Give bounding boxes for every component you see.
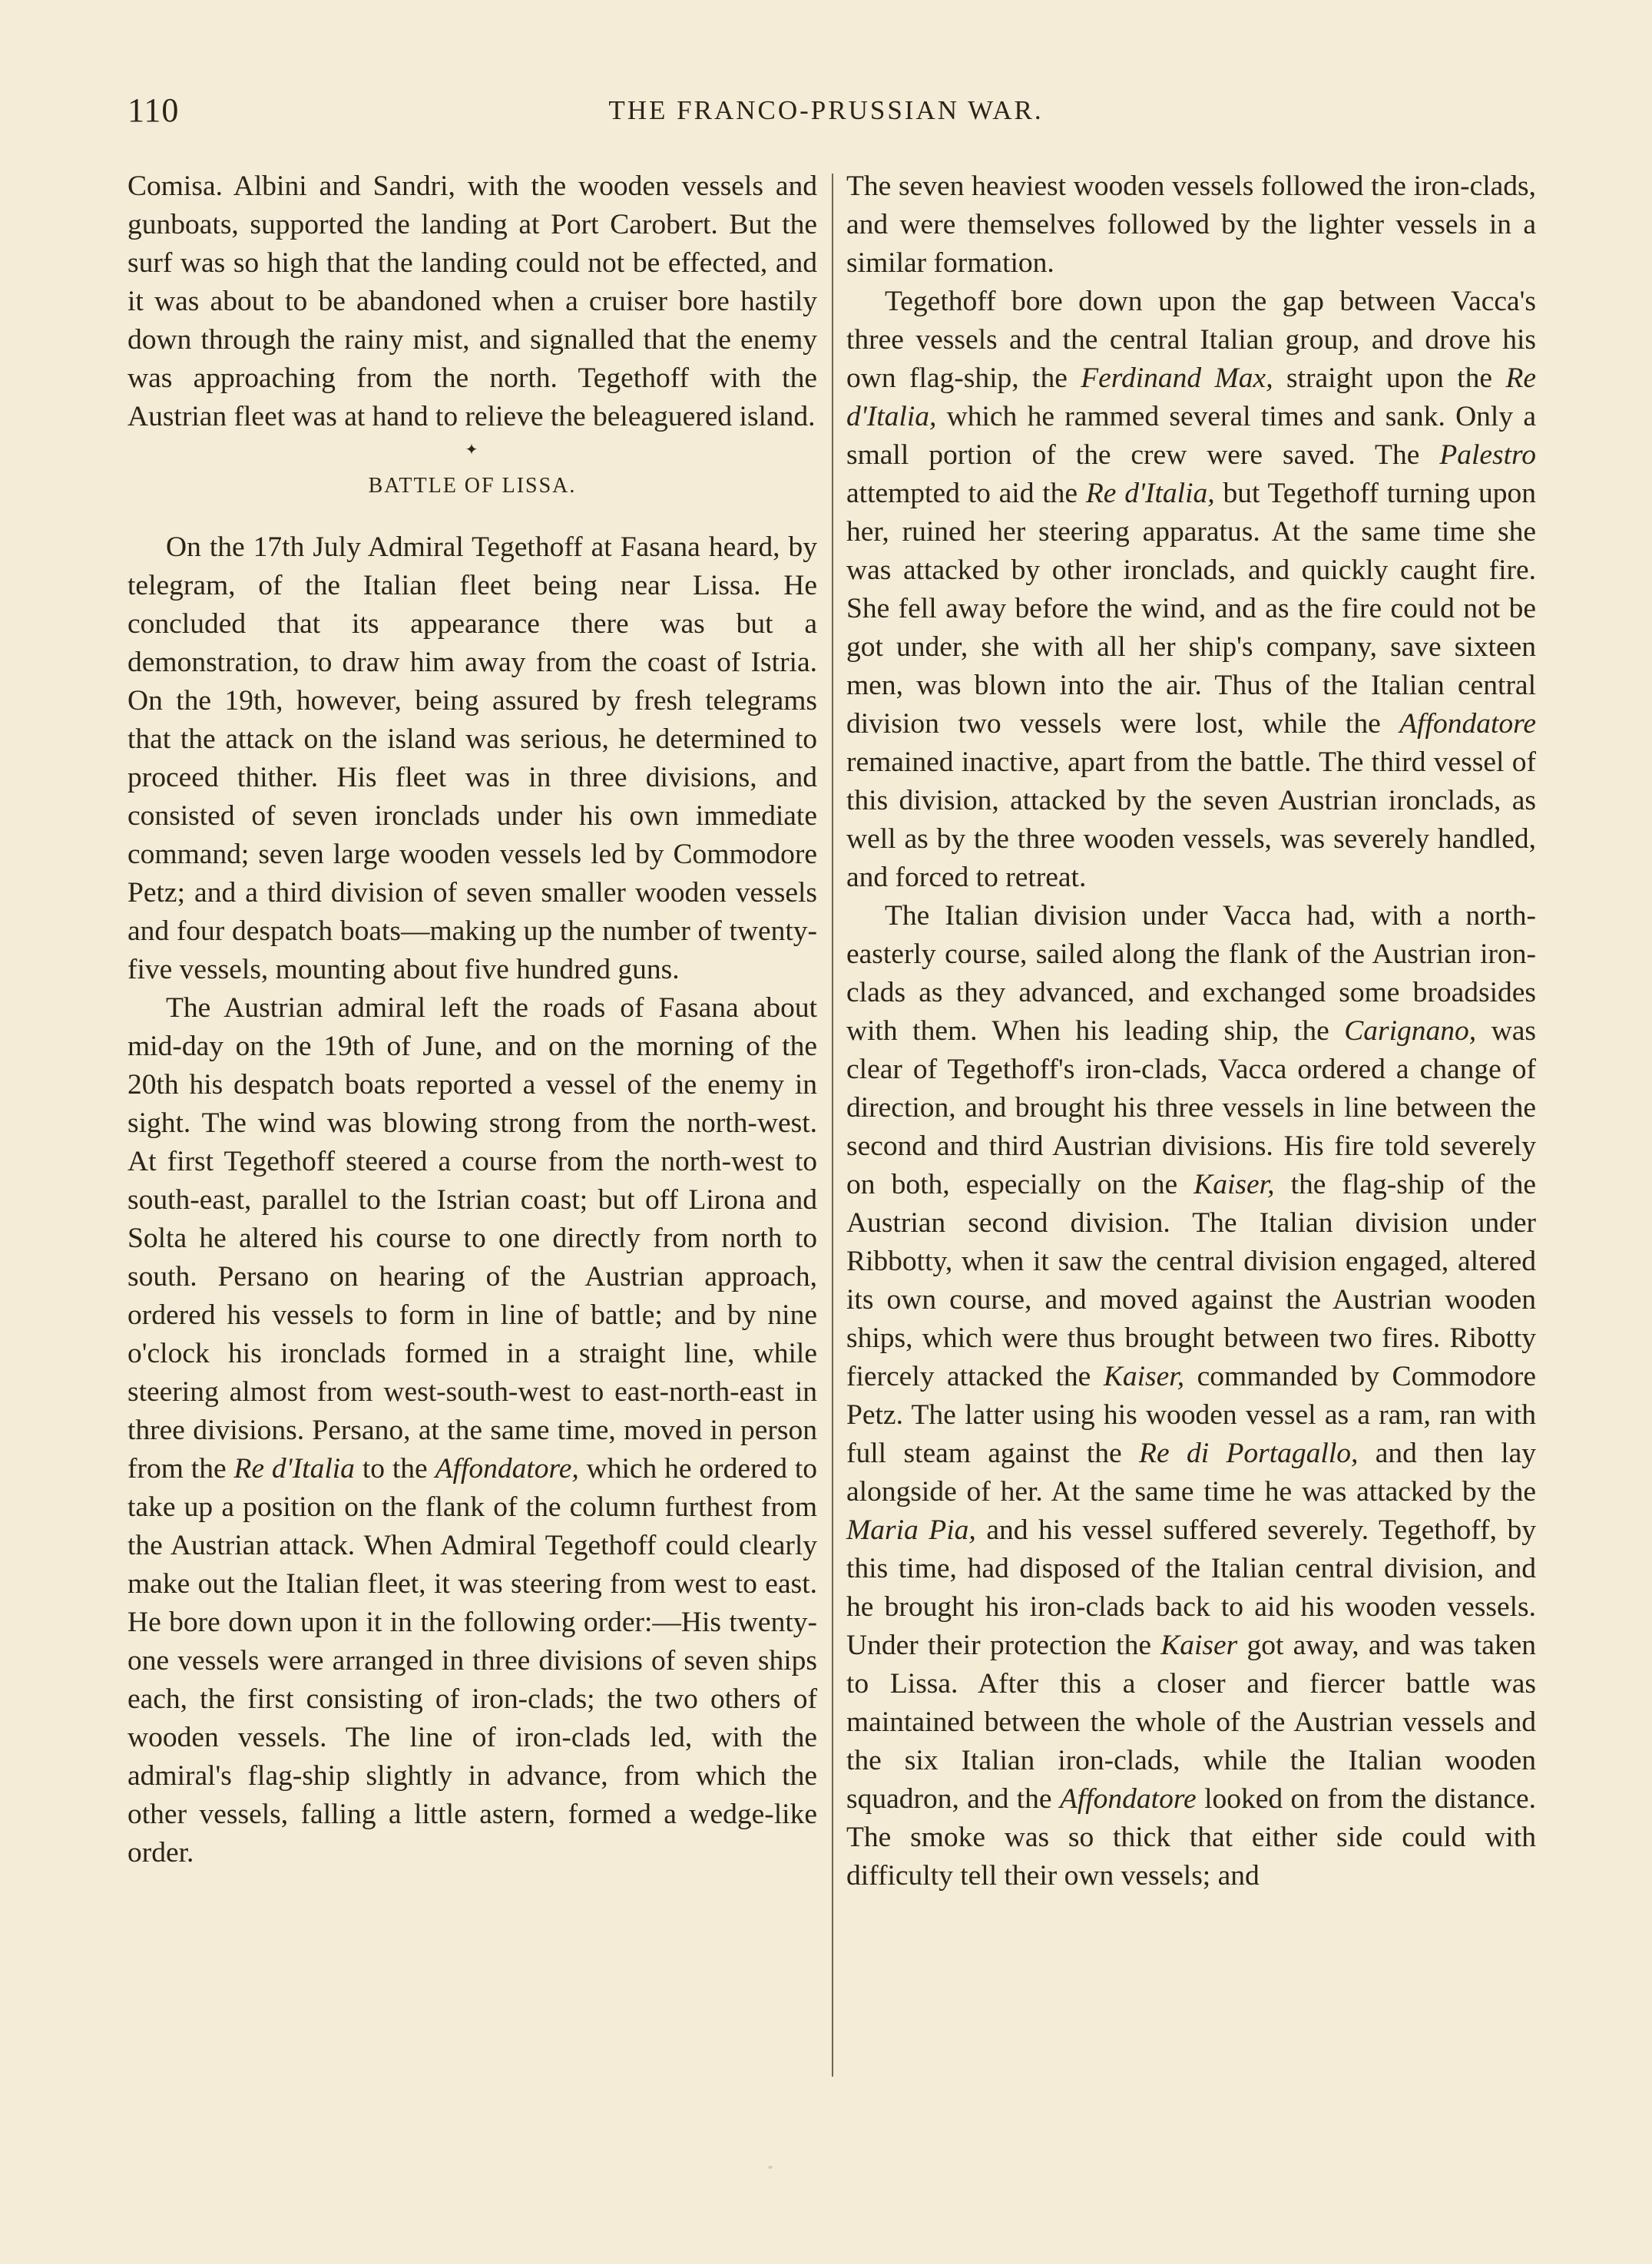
paragraph: The Italian division under Vacca had, with a north-easterly course, sailed along the flank of the Austrian iron-clads as they advanced, and exchanged some broadsides with them. When his leading ship, the Carignano, was clear of Tegethoff's iron-clads, Vacca ordered a change of direction, and brought his three vessels in line between the second and third Austrian divisions. His fire told severely on both, especially on the Kaiser, the flag-ship of the Austrian second division. The Italian division under Ribbotty, when it saw the central division engaged, altered its own course, and moved against the Austrian wooden ships, which were thus brought between two fires. Ribotty fiercely attacked the Kaiser, commanded by Commodore Petz. The latter using his wooden vessel as a ram, ran with full steam against the Re di Portagallo, and then lay alongside of her. At the same time he was attacked by the Maria Pia, and his vessel suffered severely. Tegethoff, by this time, had disposed of the Italian central division, and he brought his iron-clads back to aid his wooden vessels. Under their protection the Kaiser got away, and was taken to Lissa. After this a closer and fiercer battle was maintained between the whole of the Austrian vessels and the six Italian iron-clads, while the Italian wooden squadron, and the Affondatore looked on from the distance. The smoke was so thick that either side could with difficulty tell their own vessels; and <box>846 900 1537 1892</box>
ship-name: Affondatore, <box>435 1453 579 1485</box>
paragraph: The seven heaviest wooden vessels followed the iron-clads, and were themselves followed by the lighter vessels in a similar formation. <box>846 170 1536 279</box>
page-header <box>0 91 1652 137</box>
ship-name: Re d'Italia, <box>1085 478 1215 509</box>
ornament-icon: ✦ <box>465 442 480 458</box>
paragraph: On the 17th July Admiral Tegethoff at Fasana heard, by telegram, of the Italian fleet being near Lissa. He concluded that its appearance there was but a demonstration, to draw him away from the coast of Istria. On the 19th, however, being assured by fresh telegrams that the attack on the island was serious, he determined to proceed thither. His fleet was in three divisions, and consisted of seven ironclads under his own immediate command; seven large wooden vessels led by Commodore Petz; and a third division of seven smaller wooden vessels and four despatch boats—making up the number of twenty-five vessels, mounting about five hundred guns. <box>127 531 817 985</box>
ship-name: Kaiser, <box>1193 1169 1275 1200</box>
ship-name: Re d'Italia <box>233 1453 355 1485</box>
section-title: BATTLE OF LISSA. <box>368 474 577 498</box>
left-column <box>127 167 817 1872</box>
ship-name: Maria Pia, <box>846 1514 976 1546</box>
paper-speck <box>768 2166 773 2169</box>
ship-name: Kaiser <box>1160 1630 1238 1661</box>
ship-name: Re d'Italia, <box>846 362 1536 432</box>
paragraph: The Austrian admiral left the roads of Fasana about mid-day on the 19th of June, and on the morning of the 20th his despatch boats reported a vessel of the enemy in sight. The wind was blowing strong from the north-west. At first Tegethoff steered a course from the north-west to south-east, parallel to the Istrian coast; but off Lirona and Solta he altered his course to one directly from north to south. Persano on hearing of the Austrian approach, ordered his vessels to form in line of battle; and by nine o'clock his ironclads formed in a straight line, while steering almost from west-south-west to east-north-east in three divisions. Persano, at the same time, moved in person from the Re d'Italia to the Affondatore, which he ordered to take up a position on the flank of the column furthest from the Austrian attack. When Admiral Tegethoff could clearly make out the Italian fleet, it was steering from west to east. He bore down upon it in the following order:—His twenty-one vessels were arranged in three divisions of seven ships each, the first consisting of iron-clads; the two others of wooden vessels. The line of iron-clads led, with the admiral's flag-ship slightly in advance, from which the other vessels, falling a little astern, formed a wedge-like order. <box>127 992 817 1868</box>
ship-name: Affondatore <box>1399 708 1536 740</box>
ship-name: Palestro <box>1439 439 1537 471</box>
paragraph: Tegethoff bore down upon the gap between Vacca's three vessels and the central Italian group, and drove his own flag-ship, the Ferdinand Max, straight upon the Re d'Italia, which he rammed several times and sank. Only a small portion of the crew were saved. The Palestro attempted to aid the Re d'Italia, but Tegethoff turning upon her, ruined her steering apparatus. At the same time she was attacked by other ironclads, and quickly caught fire. She fell away before the wind, and as the fire could not be got under, she with all her ship's company, save sixteen men, was blown into the air. Thus of the Italian central division two vessels were lost, while the Affondatore remained inactive, apart from the battle. The third vessel of this division, attacked by the seven Austrian ironclads, as well as by the three wooden vessels, was severely handled, and forced to retreat. <box>846 286 1537 893</box>
ship-name: Carignano, <box>1344 1015 1477 1047</box>
ship-name: Re di Portagallo, <box>1139 1438 1359 1469</box>
section-heading <box>127 442 817 505</box>
page-number: 110 <box>127 91 180 129</box>
ship-name: Kaiser, <box>1103 1361 1185 1392</box>
right-column <box>846 167 1536 1895</box>
column-divider <box>832 174 833 2077</box>
running-title: THE FRANCO-PRUSSIAN WAR. <box>608 95 1044 125</box>
paragraph: Comisa. Albini and Sandri, with the wooden vessels and gunboats, supported the landing at Port Carobert. But the surf was so high that the landing could not be effected, and it was about to be abandoned when a cruiser bore hastily down through the rainy mist, and signalled that the enemy was approaching from the north. Tegethoff with the Austrian fleet was at hand to relieve the beleaguered island. <box>127 170 817 432</box>
ship-name: Affondatore <box>1059 1783 1197 1815</box>
ship-name: Ferdinand Max, <box>1081 362 1273 394</box>
